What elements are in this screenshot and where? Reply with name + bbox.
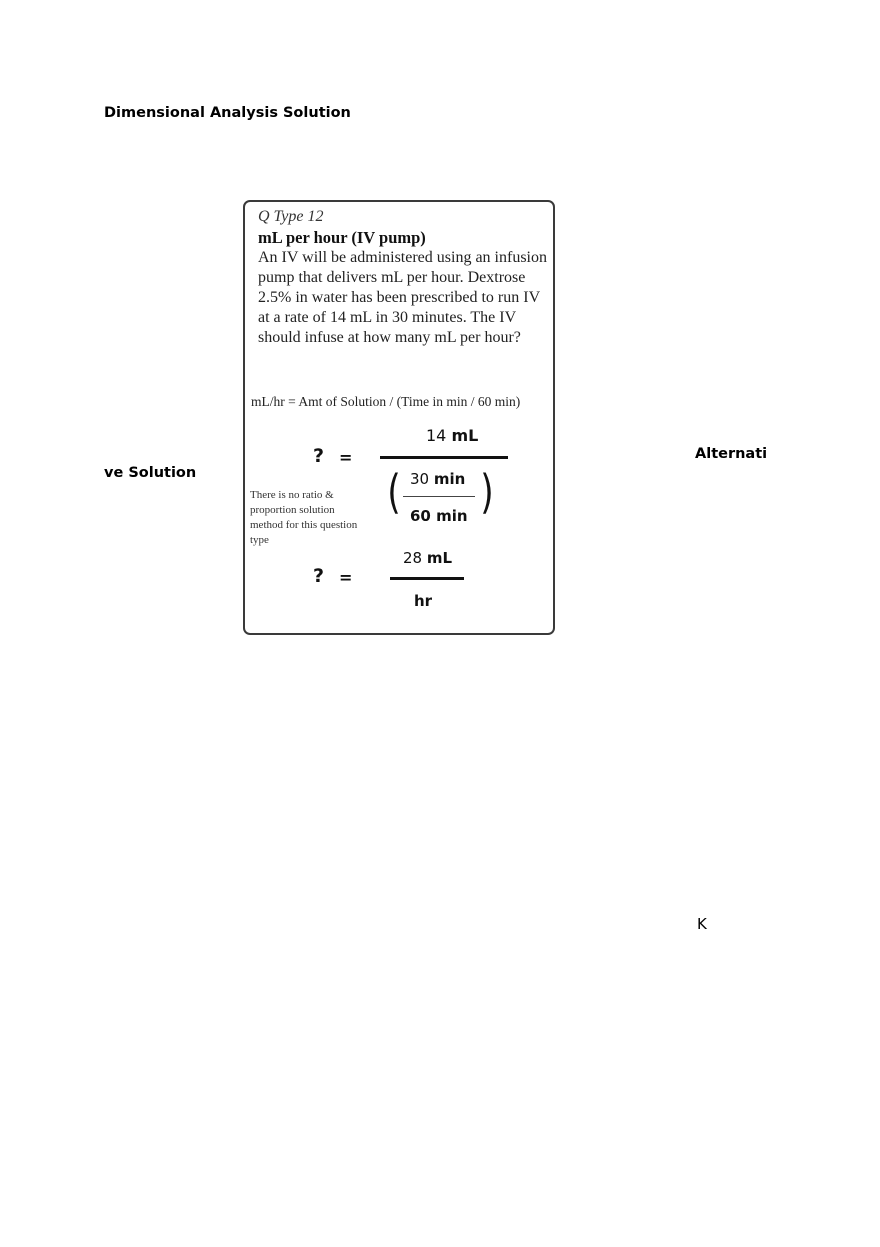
step1-inner-numerator xyxy=(410,470,465,488)
step1-question-mark: ? xyxy=(313,445,325,467)
step2-fraction-bar xyxy=(390,577,464,580)
stray-character: K xyxy=(697,915,707,933)
step1-inner-numerator-value: 30 xyxy=(410,470,430,488)
step1-open-paren: ( xyxy=(387,465,401,519)
question-type: Q Type 12 xyxy=(258,208,324,225)
step1-equals: = xyxy=(339,448,353,467)
question-body: An IV will be administered using an infusion pump that delivers mL per hour. Dextrose 2.5% in water has been prescribed to run IV at a rate of 14 mL in 30 minutes. The IV should infuse at how many mL per hour? xyxy=(258,249,547,346)
step2-equals: = xyxy=(339,568,353,587)
formula-text: mL/hr = Amt of Solution / (Time in min / 60 min) xyxy=(251,394,521,409)
step1-numerator xyxy=(426,426,478,445)
step1-inner-denominator: 60 min xyxy=(410,507,468,525)
step2-question-mark: ? xyxy=(313,565,325,587)
alternative-solution-label-part2: ve Solution xyxy=(104,465,197,481)
step1-numerator-unit: mL xyxy=(451,426,479,445)
step2-numerator xyxy=(403,549,452,567)
step1-fraction-bar xyxy=(380,456,508,459)
step1-numerator-value: 14 xyxy=(426,426,447,445)
step2-numerator-value: 28 xyxy=(403,549,423,567)
step1-inner-fraction-bar xyxy=(403,496,475,497)
step1-inner-numerator-unit: min xyxy=(433,470,466,488)
method-note: There is no ratio & proportion solution method for this question type xyxy=(250,489,358,546)
step2-denominator: hr xyxy=(414,592,433,610)
step2-numerator-unit: mL xyxy=(426,549,453,567)
step1-close-paren: ) xyxy=(480,465,494,519)
question-title: mL per hour (IV pump) xyxy=(258,228,426,247)
alternative-solution-label-part1: Alternati xyxy=(695,446,768,462)
page-heading: Dimensional Analysis Solution xyxy=(104,105,351,121)
